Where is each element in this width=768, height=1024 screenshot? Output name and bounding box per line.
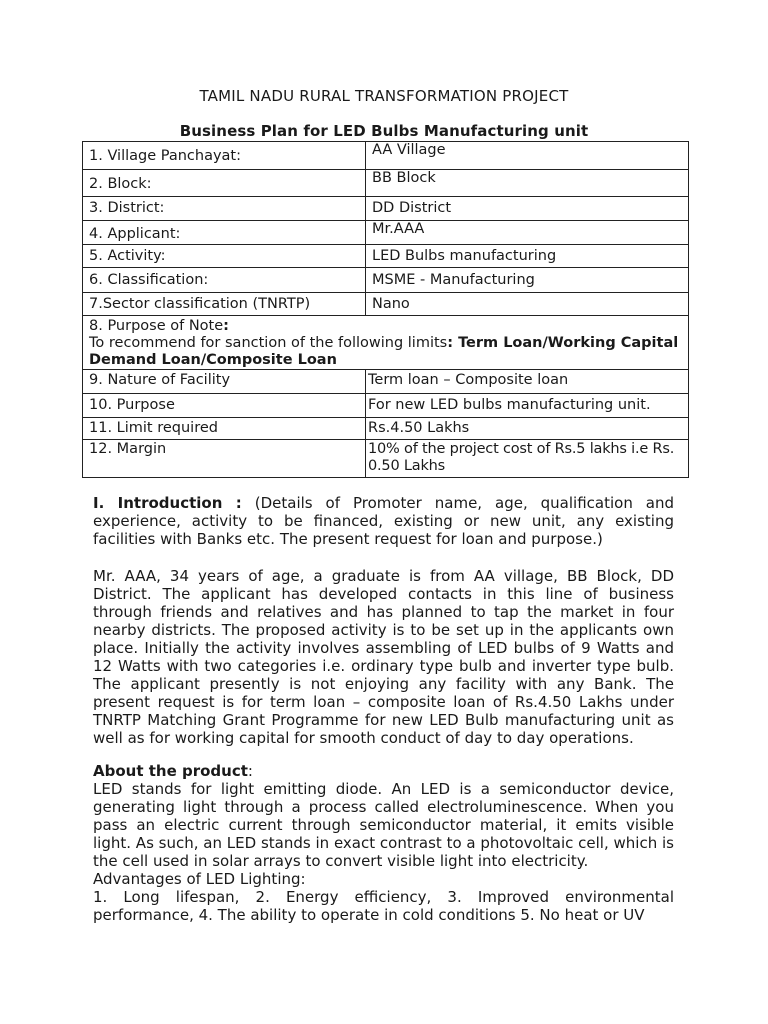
table-row [83,142,689,170]
purpose-note-loan-types: : Term Loan/Working Capital Demand Loan/Composite Loan [89,335,679,368]
document-subtitle: Business Plan for LED Bulbs Manufacturing unit [179,122,589,140]
about-text: LED stands for light emitting diode. An LED is a semiconductor device, generating light through a process called electroluminescence. When you pass an electric current through semiconductor material, it emits visible light. As such, an LED stands in exact contrast to a photovoltaic cell, which is the cell used in solar arrays to convert visible light into electricity. [93,780,674,870]
table-row [83,221,689,245]
row-label: 6. Classification: [83,268,366,293]
introduction-heading: I. Introduction : [93,494,242,512]
row-label: 2. Block: [83,170,366,197]
row-value: Term loan – Composite loan [366,370,689,394]
table-row [83,394,689,418]
table-row [83,370,689,394]
row-label: 3. District: [83,197,366,221]
row-value: Mr.AAA [366,221,689,245]
row-value: MSME - Manufacturing [366,268,689,293]
introduction-text: (Details of Promoter name, age, qualification and experience, activity to be financed, existing or new unit, any existing facilities with Banks etc. The present request for loan and purpose.) [93,494,674,548]
about-heading: About the product [93,762,248,780]
document-title: TAMIL NADU RURAL TRANSFORMATION PROJECT [199,87,569,105]
purpose-note-text: To recommend for sanction of the following limits [89,335,448,351]
row-value: BB Block [366,170,689,197]
row-value: Nano [366,293,689,316]
applicant-paragraph: Mr. AAA, 34 years of age, a graduate is from AA village, BB Block, DD District. The applicant has developed contacts in this line of business through friends and relatives and has planned to tap the market in four nearby districts. The proposed activity is to be set up in the applicants own place. Initially the activity involves assembling of LED bulbs of 9 Watts and 12 Watts with two categories i.e. ordinary type bulb and inverter type bulb. The applicant presently is not enjoying any facility with any Bank. The present request is for term loan – composite loan of Rs.4.50 Lakhs under TNRTP Matching Grant Programme for new LED Bulb manufacturing unit as well as for working capital for smooth conduct of day to day operations. [93,567,674,747]
table-row [83,440,689,478]
row-label: 1. Village Panchayat: [83,142,366,170]
table-row [83,293,689,316]
advantages-heading: Advantages of LED Lighting: [93,870,306,888]
purpose-note-heading: 8. Purpose of Note [89,318,224,334]
row-value: 10% of the project cost of Rs.5 lakhs i.e Rs. 0.50 Lakhs [366,440,689,478]
project-details-table [82,141,689,478]
row-label: 10. Purpose [83,394,366,418]
purpose-note-row [83,316,689,370]
table-row [83,197,689,221]
advantages-text: 1. Long lifespan, 2. Energy efficiency, 3. Improved environmental performance, 4. The ability to operate in cold conditions 5. No heat or UV [93,888,674,924]
table-row [83,418,689,440]
row-label: 7.Sector classification (TNRTP) [83,293,366,316]
about-colon: : [247,762,253,780]
row-label: 11. Limit required [83,418,366,440]
table-row [83,245,689,268]
row-label: 4. Applicant: [83,221,366,245]
table-row [83,268,689,293]
purpose-note-colon: : [223,318,229,334]
row-value: LED Bulbs manufacturing [366,245,689,268]
row-value: Rs.4.50 Lakhs [366,418,689,440]
row-value: For new LED bulbs manufacturing unit. [366,394,689,418]
purpose-note-cell [83,316,689,370]
introduction-section [93,494,674,548]
row-label: 9. Nature of Facility [83,370,366,394]
about-product-section [93,762,674,924]
table-row [83,170,689,197]
row-value: DD District [366,197,689,221]
row-label: 12. Margin [83,440,366,478]
row-value: AA Village [366,142,689,170]
row-label: 5. Activity: [83,245,366,268]
